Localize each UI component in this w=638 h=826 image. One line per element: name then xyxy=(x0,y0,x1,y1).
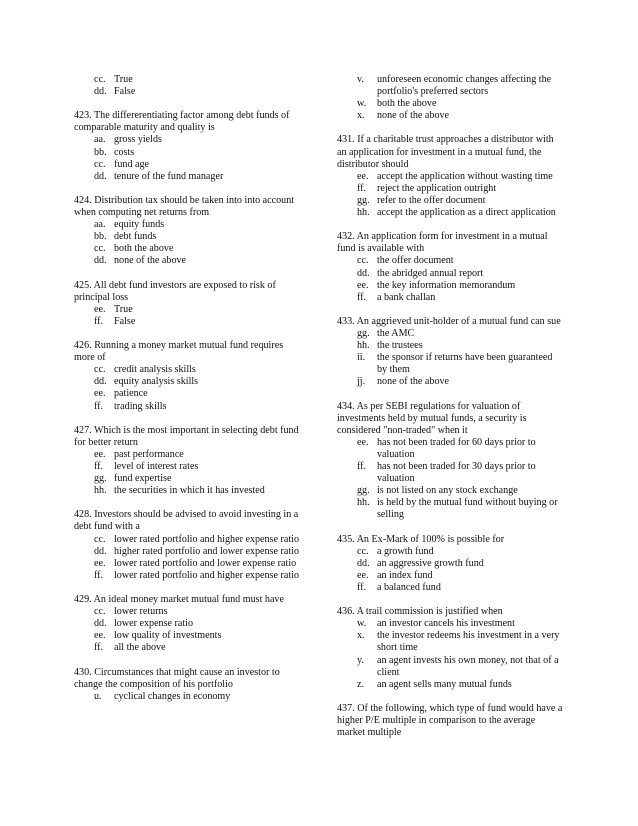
option-label: x. xyxy=(357,630,365,642)
option-text: none of the above xyxy=(377,110,450,122)
answer-option xyxy=(74,642,306,654)
answer-option xyxy=(74,485,306,497)
option-label: ff. xyxy=(357,461,367,472)
option-text: level of interest rates xyxy=(114,461,199,472)
option-label: z. xyxy=(357,678,365,690)
answer-option xyxy=(74,159,306,171)
option-label: cc. xyxy=(357,545,369,557)
option-text: lower returns xyxy=(114,606,168,618)
option-label: ff. xyxy=(94,400,104,412)
option-text: the abridged annual report xyxy=(377,267,484,279)
option-text: equity analysis skills xyxy=(114,376,199,388)
option-label: w. xyxy=(357,618,367,630)
option-text: the investor redeems his investment in a very short time xyxy=(377,630,560,654)
option-text: lower rated portfolio and higher expense ratio xyxy=(114,533,299,545)
option-label: dd. xyxy=(94,545,107,557)
option-text: lower expense ratio xyxy=(114,618,194,630)
option-label: bb. xyxy=(94,231,107,243)
answer-option xyxy=(337,376,565,388)
answer-option xyxy=(337,655,565,679)
answer-option xyxy=(74,243,306,255)
option-label: ee. xyxy=(357,569,369,581)
option-label: ee. xyxy=(94,630,106,642)
option-label: ee. xyxy=(357,279,369,291)
option-label: aa. xyxy=(94,134,106,146)
option-label: cc. xyxy=(94,74,106,85)
option-label: w. xyxy=(357,98,367,110)
option-text: is held by the mutual fund without buying or selling xyxy=(377,497,558,521)
option-text: reject the application outright xyxy=(377,182,497,194)
answer-options xyxy=(337,74,565,122)
option-label: dd. xyxy=(94,170,107,182)
answer-option xyxy=(337,110,565,122)
answer-option xyxy=(74,219,306,231)
answer-option xyxy=(337,74,565,98)
option-label: ee. xyxy=(357,170,369,182)
option-label: aa. xyxy=(94,219,106,231)
answer-option xyxy=(337,280,565,292)
option-text: False xyxy=(114,315,136,327)
answer-options xyxy=(337,171,565,219)
option-text: an investor cancels his investment xyxy=(377,618,515,630)
answer-options xyxy=(74,304,306,328)
option-label: ee. xyxy=(94,557,106,569)
answer-options xyxy=(337,546,565,594)
answer-option xyxy=(74,606,306,618)
question-text: 427. Which is the most important in selecting debt fund for better return xyxy=(74,424,299,448)
option-text: equity funds xyxy=(114,219,165,231)
option-label: gg. xyxy=(357,194,370,206)
option-text: accept the application without wasting time xyxy=(377,170,553,182)
question-text: 437. Of the following, which type of fund would have a higher P/E multiple in comparison to the average market multiple xyxy=(337,702,563,739)
answer-option xyxy=(337,497,565,521)
option-text: gross yields xyxy=(114,134,162,146)
answer-option xyxy=(337,207,565,219)
option-text: has not been traded for 30 days prior to valuation xyxy=(377,461,536,485)
option-label: dd. xyxy=(94,618,107,630)
question-block xyxy=(74,280,306,328)
answer-option xyxy=(74,534,306,546)
answer-option xyxy=(74,461,306,473)
option-text: cyclical changes in economy xyxy=(114,690,231,702)
option-label: ii. xyxy=(357,352,366,364)
answer-option xyxy=(74,401,306,413)
option-text: the AMC xyxy=(377,327,415,339)
question-text: 429. An ideal money market mutual fund must have xyxy=(74,594,284,606)
option-label: jj. xyxy=(357,376,366,388)
option-text: the sponsor if returns have been guaranteed by them xyxy=(377,352,553,376)
answer-options xyxy=(74,534,306,582)
question-block xyxy=(74,110,306,183)
option-label: hh. xyxy=(357,497,370,509)
question-text: 432. An application form for investment in a mutual fund is available with xyxy=(337,231,548,255)
answer-option xyxy=(337,268,565,280)
answer-option xyxy=(74,86,306,98)
question-text: 424. Distribution tax should be taken into into account when computing net returns from xyxy=(74,194,295,219)
answer-option xyxy=(74,316,306,328)
question-block xyxy=(74,509,306,582)
answer-option xyxy=(74,449,306,461)
option-text: trading skills xyxy=(114,400,167,412)
option-label: hh. xyxy=(357,207,370,219)
answer-option xyxy=(337,292,565,304)
option-text: a balanced fund xyxy=(377,581,441,593)
answer-options xyxy=(74,219,306,267)
option-label: v. xyxy=(357,74,364,85)
option-text: the offer document xyxy=(377,255,454,267)
answer-options xyxy=(74,364,306,412)
option-label: cc. xyxy=(94,158,106,170)
option-label: cc. xyxy=(94,364,106,376)
answer-options xyxy=(337,618,565,691)
option-label: cc. xyxy=(94,606,106,618)
option-text: costs xyxy=(114,146,135,158)
option-text: True xyxy=(114,303,133,315)
option-label: ee. xyxy=(94,448,106,460)
answer-option xyxy=(337,171,565,183)
question-text: 423. The differerentiating factor among debt funds of comparable maturity and quality is xyxy=(74,110,290,134)
answer-option xyxy=(337,630,565,654)
option-label: cc. xyxy=(94,533,106,545)
option-text: unforeseen economic changes affecting the portfolio's preferred sectors xyxy=(377,74,552,98)
answer-option xyxy=(74,255,306,267)
option-text: lower rated portfolio and lower expense ratio xyxy=(114,557,297,569)
option-label: ff. xyxy=(357,291,367,303)
answer-option xyxy=(337,340,565,352)
option-label: hh. xyxy=(357,340,370,352)
option-text: tenure of the fund manager xyxy=(114,170,224,182)
option-label: dd. xyxy=(94,86,107,98)
option-text: an index fund xyxy=(377,569,433,581)
answer-option xyxy=(74,304,306,316)
question-text: 430. Circumstances that might cause an investor to change the composition of his portfolio xyxy=(74,666,280,690)
answer-option xyxy=(74,558,306,570)
option-label: ff. xyxy=(357,182,367,194)
question-block xyxy=(337,703,565,739)
option-text: accept the application as a direct application xyxy=(377,207,556,219)
question-block xyxy=(74,667,306,703)
option-label: u. xyxy=(94,690,102,702)
option-text: none of the above xyxy=(377,376,450,388)
question-text: 426. Running a money market mutual fund requires more of xyxy=(74,340,284,364)
answer-options xyxy=(337,328,565,388)
question-block xyxy=(337,401,565,522)
answer-option xyxy=(337,98,565,110)
answer-options xyxy=(74,74,306,98)
question-text: 434. As per SEBI regulations for valuation of investments held by mutual funds, a security is considered "non-traded" when it xyxy=(337,400,527,436)
option-label: cc. xyxy=(94,243,106,255)
answer-option xyxy=(74,171,306,183)
option-text: credit analysis skills xyxy=(114,364,196,376)
option-text: an aggressive growth fund xyxy=(377,557,484,569)
option-text: past performance xyxy=(114,448,184,460)
option-label: ff. xyxy=(357,581,367,593)
option-label: ee. xyxy=(94,388,106,400)
option-label: gg. xyxy=(357,327,370,339)
question-block xyxy=(74,195,306,268)
option-label: ff. xyxy=(94,642,104,654)
option-label: ff. xyxy=(94,569,104,581)
answer-option xyxy=(337,437,565,461)
question-block xyxy=(74,74,306,98)
question-text: 433. An aggrieved unit-holder of a mutual fund can sue xyxy=(337,315,561,327)
option-label: ee. xyxy=(357,436,369,448)
answer-option xyxy=(337,485,565,497)
answer-options xyxy=(74,449,306,497)
answer-option xyxy=(337,461,565,485)
answer-options xyxy=(74,691,306,703)
option-text: has not been traded for 60 days prior to valuation xyxy=(377,436,536,460)
answer-option xyxy=(74,546,306,558)
option-text: none of the above xyxy=(114,255,187,267)
answer-option xyxy=(74,630,306,642)
answer-option xyxy=(337,183,565,195)
left-column xyxy=(74,74,306,715)
question-block xyxy=(337,74,565,122)
answer-option xyxy=(337,195,565,207)
answer-options xyxy=(337,255,565,303)
option-label: dd. xyxy=(357,557,370,569)
answer-option xyxy=(74,691,306,703)
answer-options xyxy=(74,134,306,182)
option-label: dd. xyxy=(94,255,107,267)
answer-option xyxy=(337,570,565,582)
option-text: both the above xyxy=(377,98,437,110)
option-text: higher rated portfolio and lower expense ratio xyxy=(114,545,299,557)
answer-option xyxy=(337,582,565,594)
answer-option xyxy=(74,473,306,485)
option-label: ee. xyxy=(94,303,106,315)
option-text: an agent invests his own money, not that of a client xyxy=(377,654,559,678)
option-text: the securities in which it has invested xyxy=(114,485,265,497)
question-text: 436. A trail commission is justified when xyxy=(337,606,503,618)
answer-option xyxy=(337,618,565,630)
option-text: lower rated portfolio and higher expense ratio xyxy=(114,569,299,581)
option-text: refer to the offer document xyxy=(377,194,486,206)
question-block xyxy=(74,425,306,498)
question-block xyxy=(337,316,565,389)
question-text: 428. Investors should be advised to avoid investing in a debt fund with a xyxy=(74,509,299,533)
question-block xyxy=(337,534,565,594)
answer-option xyxy=(74,231,306,243)
answer-option xyxy=(337,558,565,570)
right-column xyxy=(337,74,565,751)
question-block xyxy=(74,594,306,654)
option-text: fund expertise xyxy=(114,473,172,485)
answer-option xyxy=(74,364,306,376)
option-text: a growth fund xyxy=(377,545,434,557)
option-text: a bank challan xyxy=(377,291,436,303)
answer-option xyxy=(337,352,565,376)
option-label: ff. xyxy=(94,315,104,327)
answer-option xyxy=(74,376,306,388)
answer-option xyxy=(74,74,306,86)
option-text: patience xyxy=(114,388,148,400)
option-label: dd. xyxy=(357,267,370,279)
answer-options xyxy=(337,437,565,522)
option-label: gg. xyxy=(357,485,370,497)
option-text: is not listed on any stock exchange xyxy=(377,485,518,497)
option-label: hh. xyxy=(94,485,107,497)
option-label: x. xyxy=(357,110,365,122)
option-label: y. xyxy=(357,654,364,666)
option-text: fund age xyxy=(114,158,150,170)
option-text: all the above xyxy=(114,642,166,654)
answer-option xyxy=(74,388,306,400)
option-text: an agent sells many mutual funds xyxy=(377,678,512,690)
question-text: 431. If a charitable trust approaches a distributor with an application for investment in a mutual fund, the distributor should xyxy=(337,134,554,170)
option-text: the key information memorandum xyxy=(377,279,516,291)
option-label: cc. xyxy=(357,255,369,267)
question-block xyxy=(337,134,565,219)
answer-option xyxy=(337,546,565,558)
question-block xyxy=(337,606,565,691)
option-text: both the above xyxy=(114,243,174,255)
answer-options xyxy=(74,606,306,654)
answer-option xyxy=(74,147,306,159)
answer-option xyxy=(337,679,565,691)
option-label: dd. xyxy=(94,376,107,388)
question-text: 435. An Ex-Mark of 100% is possible for xyxy=(337,533,505,545)
question-text: 425. All debt fund investors are exposed to risk of principal loss xyxy=(74,279,276,303)
option-text: False xyxy=(114,86,136,98)
option-text: low quality of investments xyxy=(114,630,222,642)
question-block xyxy=(337,231,565,304)
option-label: ff. xyxy=(94,461,104,472)
answer-option xyxy=(74,134,306,146)
option-text: debt funds xyxy=(114,231,157,243)
option-label: bb. xyxy=(94,146,107,158)
option-text: True xyxy=(114,74,133,85)
answer-option xyxy=(74,570,306,582)
option-text: the trustees xyxy=(377,340,423,352)
option-label: gg. xyxy=(94,473,107,485)
answer-option xyxy=(337,328,565,340)
answer-option xyxy=(337,255,565,267)
question-block xyxy=(74,340,306,413)
answer-option xyxy=(74,618,306,630)
